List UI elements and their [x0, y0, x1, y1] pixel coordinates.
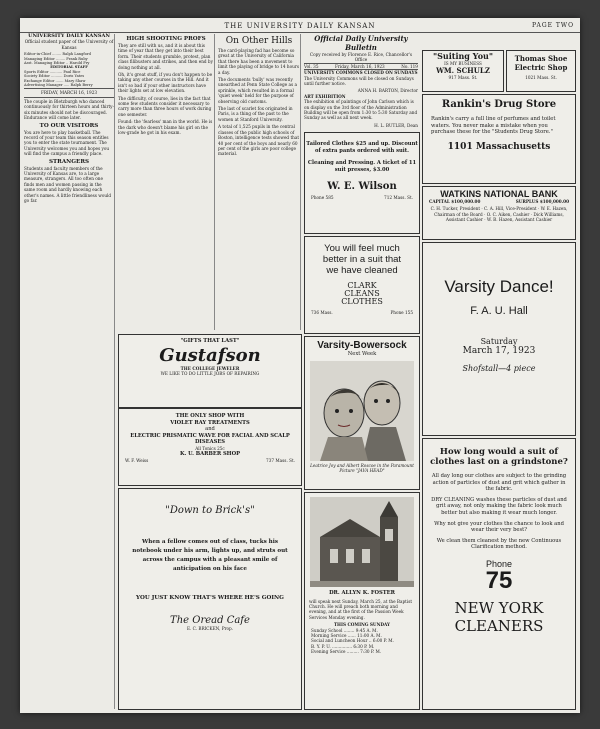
clark-pitch [305, 243, 419, 276]
shoe-addr: 1021 Mass. St. [525, 75, 557, 80]
bulletin-number: No. 119 [401, 63, 418, 69]
editorial-column [24, 34, 115, 709]
church-illustration [310, 497, 414, 587]
watkins-officers: C. H. Tucker, President · C. A. Hill, Vice-President · W. E. Hazen, Chairman of the Board · O. C. Aiken, Cashier · Dick Williams, Assistant Cashier · W. B. Hazen, Assistant Cashier [430, 206, 568, 223]
foster-text: will speak next Sunday, March 25, at the Baptist Church. He will preach both morning and evening, and at the first of the Passion Week Services Monday evening. [309, 598, 413, 620]
bulletin-sub: Copy received by Florence E. Rice, Chancellor's Office [309, 52, 413, 63]
ad-new-york-cleaners [422, 438, 576, 710]
staff-line: Asst. Managing Editor .. Harold Fry [24, 61, 90, 66]
cafe-name: The Oread Cafe [170, 615, 250, 626]
wilson-contact [305, 195, 419, 200]
staff-heading: EDITORIAL STAFF [50, 65, 88, 70]
ad-foster [304, 492, 420, 710]
notice-text: The University Commons will be closed on Sundays until further notice. [304, 75, 414, 87]
foster-coming: THIS COMING SUNDAY [333, 622, 391, 628]
clark-logo-line: CLARK [347, 281, 377, 290]
wilson-name: W. E. Wilson [327, 181, 397, 193]
wilson-phone: Phone 585 [311, 195, 334, 201]
bulletin-volume: Vol. 35 [304, 63, 319, 69]
barber-line: ELECTRIC PRISMATIC WAVE FOR FACIAL AND SCALP DISEASES [130, 432, 290, 446]
nyc-name2: CLEANERS [454, 616, 544, 635]
dance-day: Saturday [480, 337, 518, 346]
dance-band: Shofstall—4 piece [462, 364, 536, 373]
nyc-phone: 75 [485, 566, 513, 594]
barber-line: and [205, 426, 215, 433]
profs-text: Oh, it's great stuff, if you don't happen to be taking any other courses in the Hill. And it isn't so bad if your other instructors have their lights set at low elevation. [118, 72, 213, 94]
bulletin-date: Friday, March 16, 1923 [335, 63, 385, 69]
wilson-line2: Cleaning and Pressing. A ticket of 11 suit presses, $3.00 [307, 160, 417, 173]
wilson-addr: 712 Mass. St. [384, 195, 413, 201]
bowersock-when: Next Week [347, 351, 377, 357]
art-heading: ART EXHIBITION [304, 93, 346, 99]
ad-oread-cafe [118, 488, 302, 710]
newspaper-page [20, 18, 580, 713]
staff-list [24, 52, 114, 87]
clark-logo-line: CLOTHES [341, 297, 383, 306]
nyc-name: NEW YORK [454, 598, 544, 617]
barber-line: THE ONLY SHOP WITH [175, 413, 245, 419]
profs-text: Found: the 'fearless' man in the world. He is the dark who doesn't blame his girl on the low-grade he got in his exam. [118, 119, 213, 136]
watkins-capital: CAPITAL $100,000.00 [429, 199, 481, 204]
schulz-head: "Suiting You" [432, 51, 494, 61]
dance-place: F. A. U. Hall [470, 305, 528, 317]
nyc-question: How long would a suit of clothes last on a grindstone? [430, 447, 568, 467]
bowersock-caption: Leatrice Joy and Albert Roscoe in the Paramount Picture "JAVA HEAD" [310, 462, 414, 473]
schulz-name: WM. SCHULZ [436, 66, 490, 76]
profs-text: They are still with us, and it is about this time of year that they get into their best form. Their students grumble, protest, plan class filibusters and strikes, and then end by doing nothing at all. [118, 43, 213, 70]
ad-watkins-bank [422, 186, 576, 240]
cafe-owner: E. C. BRICKEN, Prop. [186, 626, 234, 631]
wilson-line1: Tailored Clothes $25 and up. Discount of extra pants ordered with suit. [306, 141, 418, 154]
ad-varsity-dance [422, 242, 576, 436]
barber-addr: 737 Mass. St. [266, 457, 295, 463]
clark-line: better in a suit that [322, 254, 402, 265]
ad-clark-cleans [304, 236, 420, 334]
paper-title: UNIVERSITY DAILY KANSAN [28, 33, 110, 39]
clark-logo [305, 282, 419, 306]
schedule-row: Morning Service ...... 11:00 A. M. [311, 633, 382, 639]
other-hills-column [218, 34, 301, 330]
issue-date: FRIDAY, MARCH 16, 1923 [40, 90, 98, 96]
visitors-text: You are here to play basketball. The record of your team this season entitles you to enter the state tournament. The University welcomes you and hopes you will find the campus a friendly place. [24, 129, 110, 157]
ad-bowersock [304, 336, 420, 490]
clark-contact [305, 310, 419, 315]
rankin-addr: 1101 Massachusetts [447, 141, 551, 152]
gustafson-sub: THE COLLEGE JEWELER [180, 365, 240, 371]
notice-heading: UNIVERSITY COMMONS CLOSED ON SUNDAYS [304, 70, 418, 76]
barber-contact [119, 458, 301, 463]
bowersock-title: Varsity-Bowersock [317, 340, 407, 351]
art-text: The exhibition of paintings of John Carlson which is on display on the 3rd floor of the Administration Building will be open from 1:30 to 5:30 Saturday and Sunday as well as all next week. [304, 99, 418, 121]
schedule-row: Sunday School ........ 9:45 A. M. [311, 627, 378, 633]
profs-column [118, 34, 215, 330]
other-hills-text: The documents 'bully' was recently unearthed at Penn State College as a sprinkle, which resulted in a formal 'quiet week' held for the purpose of observing old customs. [218, 77, 297, 104]
barber-line: VIOLET RAY TREATMENTS [170, 419, 250, 426]
cafe-text: When a fellow comes out of class, tucks his notebook under his arm, lights up, and struts out across the campus with a pleasant smile of anticipation on his face [132, 539, 288, 572]
nyc-phone-label: Phone [485, 558, 513, 569]
barber-tonics: All Tonics 25c [195, 445, 225, 451]
notice-sign: ANNA H. BARTON, Director [357, 88, 418, 94]
foster-name: DR. ALLYN K. FOSTER [329, 590, 395, 596]
other-hills-text: The card-playing fad has become so great at the University of California that there has been a movement to limit the playing of bridge to 14 hours a day. [218, 48, 299, 75]
shoe-sub: Electric Shop [514, 63, 568, 72]
nyc-para: DRY CLEANING washes these particles of dust and grit away, not only making the fabric look much better but also making it wear much longer. [431, 496, 567, 516]
other-hills-text: A total of 1,525 pupils in the central classes of the public high schools of Boston, intelligence tests showed that 40 per cent of the boys and nearly 60 per cent of the girls are poor college material. [218, 124, 300, 157]
cafe-title: "Down to Brick's" [165, 505, 255, 516]
staff-line: Editor-in-Chief ........ Ralph Langford [24, 52, 91, 57]
clark-addr: 736 Mass. [311, 310, 333, 315]
strangers-heading: STRANGERS [48, 158, 90, 165]
ad-thomas-shoe [506, 50, 576, 92]
ad-barber [118, 408, 302, 486]
gustafson-name: Gustafson [159, 344, 261, 366]
clark-line: we have cleaned [326, 265, 398, 276]
nyc-para: We clean them cleanest by the new Continuous Clarification method. [436, 537, 562, 551]
gustafson-quote: "GIFTS THAT LAST" [180, 338, 240, 344]
cafe-you: YOU JUST KNOW THAT'S WHERE HE'S GOING [136, 595, 284, 601]
schulz-sub: IS MY BUSINESS [444, 61, 482, 66]
masthead [20, 22, 580, 33]
barber-owner: W. F. Weiss [125, 457, 149, 463]
rankin-text: Rankin's carry a full line of perfumes and toilet waters. You never make a mistake when you purchase these for the "Students Drug Store." [431, 116, 556, 136]
editorial-intro: The couple in Bletzburgh who danced continuously for thirteen hours and thirty-six minutes should not be discouraged. Endurance will come later. [24, 98, 114, 121]
masthead-title: THE UNIVERSITY DAILY KANSAN [224, 22, 376, 30]
clark-logo-line: CLEANS [344, 289, 380, 298]
nyc-para: Why not give your clothes the chance to look and wear their very best? [434, 520, 564, 534]
schulz-addr: 917 Mass. St. [448, 75, 478, 81]
shoe-name: Thomas Shoe [514, 54, 568, 63]
strangers-text: Students and faculty members of the University of Kansas are, to a large measure, strangers. All too often one finds men and women passing in the same room and hardly knowing each other's names. A little friendliness would go far. [24, 165, 112, 203]
watkins-title: WATKINS NATIONAL BANK [440, 189, 558, 199]
ad-manager: Advertising Manager ..... Ralph Berry [24, 83, 93, 88]
bulletin-meta [304, 63, 418, 70]
barber-name: K. U. BARBER SHOP [179, 451, 241, 458]
masthead-page: PAGE TWO [532, 22, 574, 29]
staff-line: Managing Editor ........ Frank Ruby [24, 56, 88, 61]
staff-line: Sports Editor ........... Paul Rice [24, 69, 81, 74]
daily-bulletin [304, 34, 418, 130]
dance-title: Varsity Dance! [444, 277, 554, 296]
visitors-heading: TO OUR VISITORS [39, 122, 99, 129]
other-hills-text: The last of scarlet fox originated in Paris, is a thing of the past to the women at Stanford University. [218, 106, 293, 122]
dance-date: March 17, 1923 [462, 346, 536, 356]
profs-heading: HIGH SHOOTING PROFS [126, 36, 206, 42]
profs-text: The difficulty, of course, lies in the fact that some few students consider it necessary to carry more than three hours of work during one semester. [118, 95, 212, 117]
staff-line: Exchange Editor ....... Mary Shaw [24, 78, 86, 83]
schedule-row: Evening Service ......... 7:30 P. M. [311, 649, 382, 655]
art-sign: H. L. BUTLER, Dean [374, 122, 418, 128]
bulletin-title: Official Daily University Bulletin [314, 34, 408, 52]
nyc-para: All day long our clothes are subject to the grinding action of particles of dust and grit which gather in the fabric. [431, 473, 567, 493]
watkins-capital-row [423, 199, 575, 204]
clark-phone: Phone 155 [390, 310, 413, 315]
movie-stars-illustration [310, 361, 414, 461]
rankin-title: Rankin's Drug Store [441, 99, 557, 110]
watkins-surplus: SURPLUS $100,000.00 [515, 199, 569, 204]
ad-schulz [422, 50, 504, 92]
schedule-row: Social and Luncheon Hour .. 6:00 P. M. [311, 638, 394, 644]
schedule-row: B. Y. P. U. ............... 6:30 P. M. [311, 643, 375, 649]
staff-line: Society Editor .......... Doris Yates [24, 74, 85, 79]
clark-line: You will feel much [324, 243, 400, 254]
foster-schedule [311, 628, 413, 655]
ad-rankin [422, 94, 576, 184]
paper-subtitle: Official student paper of the University of Kansas [24, 39, 114, 50]
other-hills-heading: On Other Hills [225, 36, 293, 46]
ad-wilson [304, 132, 420, 234]
ad-gustafson [118, 334, 302, 408]
gustafson-tag: WE LIKE TO DO LITTLE JOBS OF REPAIRING [160, 371, 260, 376]
